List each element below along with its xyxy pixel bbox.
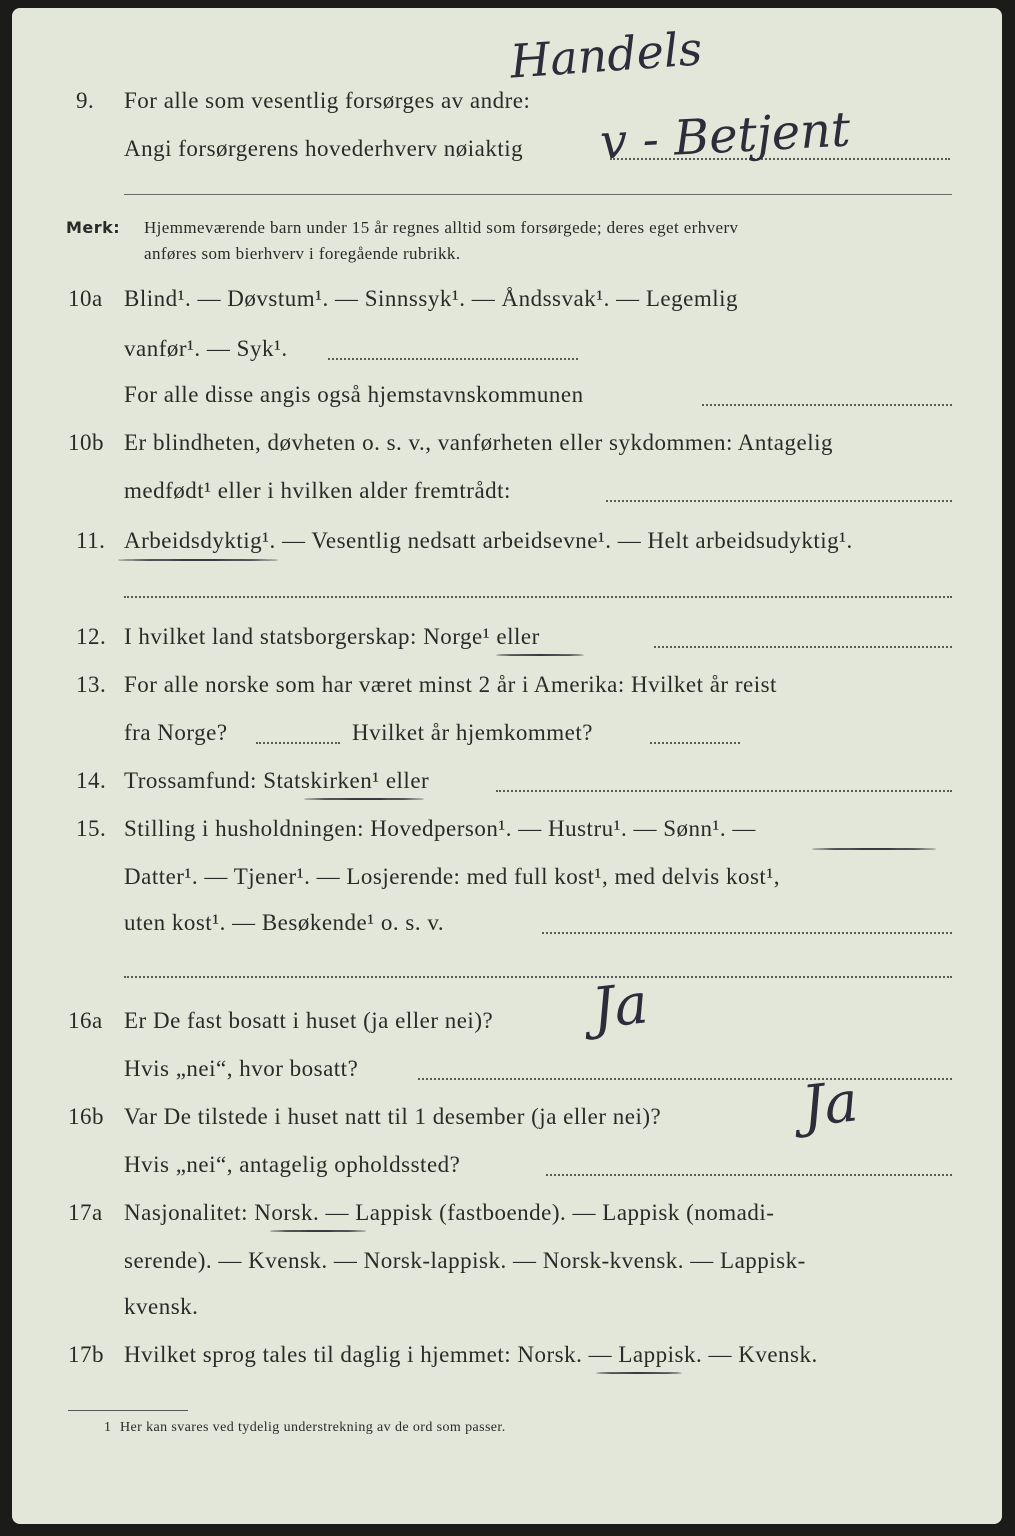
section-divider xyxy=(124,194,952,195)
q16b-line1: Var De tilstede i huset natt til 1 desember (ja eller nei)? xyxy=(124,1104,662,1129)
q10a-line1: Blind¹. — Døvstum¹. — Sinnssyk¹. — Åndssvak¹. — Legemlig xyxy=(124,286,738,311)
q15-line1: Stilling i husholdningen: Hovedperson¹. — Hustru¹. — Sønn¹. — xyxy=(124,816,756,841)
q12-norge-underline xyxy=(496,654,584,656)
q13-line2a: fra Norge? xyxy=(124,720,228,745)
census-form-page xyxy=(12,8,1002,1524)
q11-answer-line xyxy=(124,596,952,598)
q16a-answer-line xyxy=(418,1078,952,1080)
q13-line1: For alle norske som har været minst 2 år i Amerika: Hvilket år reist xyxy=(124,672,777,697)
q15-extra-line xyxy=(124,976,952,978)
q16a-number: 16a xyxy=(68,1008,103,1033)
q16a-line2: Hvis „nei“, hvor bosatt? xyxy=(124,1056,359,1081)
merk-line2: anføres som bierhverv i foregående rubrikk. xyxy=(144,244,461,263)
merk-label: Merk: xyxy=(66,218,121,237)
q16a-line1: Er De fast bosatt i huset (ja eller nei)? xyxy=(124,1008,494,1033)
q14-number: 14. xyxy=(76,768,107,793)
q10a-syk-answer-line xyxy=(328,358,578,360)
q15-line2: Datter¹. — Tjener¹. — Losjerende: med full kost¹, med delvis kost¹, xyxy=(124,864,780,889)
q16b-answer-line xyxy=(546,1174,952,1176)
q17a-norsk-underline xyxy=(270,1230,366,1232)
q11-number: 11. xyxy=(76,528,106,553)
q15-number: 15. xyxy=(76,816,107,841)
q17b-number: 17b xyxy=(68,1342,104,1367)
q17a-line2: serende). — Kvensk. — Norsk-lappisk. — Norsk-kvensk. — Lappisk- xyxy=(124,1248,806,1273)
q10b-answer-line xyxy=(606,500,952,502)
q12-line1: I hvilket land statsborgerskap: Norge¹ eller xyxy=(124,624,540,649)
q16b-line2: Hvis „nei“, antagelig opholdssted? xyxy=(124,1152,461,1177)
q15-sonn-underline xyxy=(812,848,936,850)
q16b-handwritten-answer: Ja xyxy=(798,1069,862,1140)
q14-statskirken-underline xyxy=(304,798,424,800)
q13-reist-answer-line xyxy=(256,742,340,744)
q17a-line3: kvensk. xyxy=(124,1294,199,1319)
q16b-number: 16b xyxy=(68,1104,104,1129)
q13-number: 13. xyxy=(76,672,107,697)
q10a-line3: For alle disse angis også hjemstavnskommunen xyxy=(124,382,584,407)
q9-number: 9. xyxy=(76,88,95,113)
q14-line1: Trossamfund: Statskirken¹ eller xyxy=(124,768,430,793)
q10a-number: 10a xyxy=(68,286,103,311)
q10b-line1: Er blindheten, døvheten o. s. v., vanførheten eller sykdommen: Antagelig xyxy=(124,430,834,455)
footnote-text: Her kan svares ved tydelig understrekning av de ord som passer. xyxy=(120,1420,506,1435)
q15-answer-line xyxy=(542,932,952,934)
q10b-number: 10b xyxy=(68,430,104,455)
q9-handwritten-top: Handels xyxy=(508,21,704,89)
q11-arbeidsdyktig-underline xyxy=(118,559,278,561)
q9-line2: Angi forsørgerens hovederhverv nøiaktig xyxy=(124,136,524,161)
q12-answer-line xyxy=(654,646,952,648)
footnote-mark: 1 xyxy=(104,1420,112,1435)
q14-answer-line xyxy=(496,790,952,792)
q17b-norsk-underline xyxy=(596,1372,682,1374)
q15-line3: uten kost¹. — Besøkende¹ o. s. v. xyxy=(124,910,445,935)
q17b-line1: Hvilket sprog tales til daglig i hjemmet: Norsk. — Lappisk. — Kvensk. xyxy=(124,1342,818,1367)
q13-line2b: Hvilket år hjemkommet? xyxy=(352,720,593,745)
q11-line1: Arbeidsdyktig¹. — Vesentlig nedsatt arbeidsevne¹. — Helt arbeidsudyktig¹. xyxy=(124,528,853,553)
q9-line1: For alle som vesentlig forsørges av andre: xyxy=(124,88,531,113)
q16a-handwritten-answer: Ja xyxy=(588,971,652,1042)
q17a-number: 17a xyxy=(68,1200,103,1225)
q10a-line2: vanfør¹. — Syk¹. xyxy=(124,336,288,361)
footnote-rule xyxy=(68,1410,188,1411)
q9-handwritten-answer: v - Betjent xyxy=(598,101,852,171)
merk-line1: Hjemmeværende barn under 15 år regnes alltid som forsørgede; deres eget erhverv xyxy=(144,218,739,237)
q12-number: 12. xyxy=(76,624,107,649)
q10a-hjemstavn-answer-line xyxy=(702,404,952,406)
q10b-line2: medfødt¹ eller i hvilken alder fremtrådt: xyxy=(124,478,511,503)
q17a-line1: Nasjonalitet: Norsk. — Lappisk (fastboende). — Lappisk (nomadi- xyxy=(124,1200,775,1225)
q13-hjemkommet-answer-line xyxy=(650,742,740,744)
